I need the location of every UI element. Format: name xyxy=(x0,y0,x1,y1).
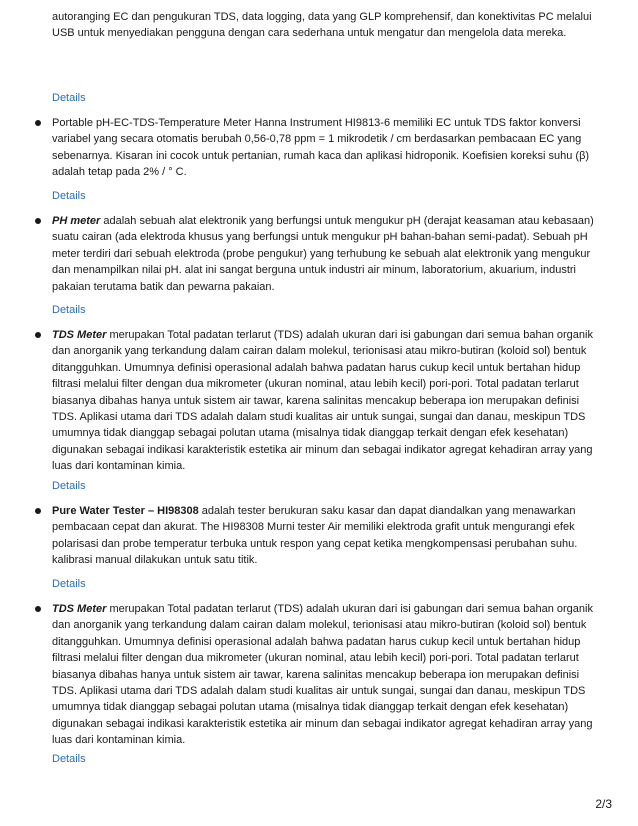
bullet-icon xyxy=(35,606,41,612)
bullet-icon xyxy=(35,218,41,224)
page-number: 2/3 xyxy=(595,797,612,811)
item-text: adalah sebuah alat elektronik yang berfungsi untuk mengukur pH (derajat keasaman atau kebasaan) suatu cairan (ada elektroda khusus yang berfungsi untuk mengukur pH bahan-bahan semi-padat). Sebuah pH meter terdiri dari sebuah elektroda (probe pengukur) yang terhubung ke sebuah alat elektronik yang mengukur dan menampilkan nilai pH. alat ini sangat berguna untuk industri air minum, laboratorium, akuarium, industri pakaian terutama batik dan pewarna pakaian. xyxy=(52,215,594,293)
list-item-hi9813 xyxy=(52,115,600,181)
item-lead: TDS Meter xyxy=(52,603,107,615)
list-item-tds-meter xyxy=(52,327,600,475)
item-text: Portable pH-EC-TDS-Temperature Meter Hanna Instrument HI9813-6 memiliki EC untuk TDS faktor konversi variabel yang secara otomatis berubah 0,56-0,78 ppm = 1 mikrodetik / cm berdasarkan pembacaan EC yang sebenarnya. Kisaran ini cocok untuk pertanian, rumah kaca dan aplikasi hidroponik. Koefisien koreksi suhu (β) adalah tetap pada 2% / ° C. xyxy=(52,117,590,179)
item-lead: PH meter xyxy=(52,215,101,227)
bullet-icon xyxy=(35,120,41,126)
item-lead: TDS Meter xyxy=(52,329,107,341)
details-link-ph-meter[interactable]: Details xyxy=(52,304,86,316)
intro-paragraph: autoranging EC dan pengukuran TDS, data logging, data yang GLP komprehensif, dan konektivitas PC melalui USB untuk menyediakan pengguna dengan cara sederhana untuk mengatur dan mengelola data mereka. xyxy=(52,11,592,40)
details-link-pure-water-tester[interactable]: Details xyxy=(52,578,86,590)
list-item-ph-meter xyxy=(52,213,600,295)
details-link-tds-meter-2[interactable]: Details xyxy=(52,753,86,765)
bullet-icon xyxy=(35,332,41,338)
details-link-hi9813[interactable]: Details xyxy=(52,190,86,202)
item-text: adalah tester berukuran saku kasar dan dapat diandalkan yang menawarkan pembacaan cepat dan akurat. The HI98308 Murni tester Air memiliki elektroda grafit untuk mengurangi efek polarisasi dan probe temperatur terbuka untuk respon yang cepat ketika mengkompensasi perubahan suhu. kalibrasi manual dilakukan untuk satu titik. xyxy=(52,505,578,567)
list-item-pure-water-tester xyxy=(52,503,600,569)
item-lead: Pure Water Tester – HI98308 xyxy=(52,505,199,517)
list-item-tds-meter-2 xyxy=(52,601,600,749)
details-link-intro[interactable]: Details xyxy=(52,92,86,104)
details-link-tds-meter[interactable]: Details xyxy=(52,480,86,492)
item-text: merupakan Total padatan terlarut (TDS) adalah ukuran dari isi gabungan dari semua bahan organik dan anorganik yang terkandung dalam cairan dalam molekul, terionisasi atau mikro-butiran (koloid sol) bentuk ditangguhkan. Umumnya definisi operasional adalah bahwa padatan harus cukup kecil untuk bertahan hidup filtrasi melalui filter dengan dua mikrometer (ukuran nominal, atau lebih kecil) pori-pori. Total padatan terlarut biasanya dibahas hanya untuk sistem air tawar, karena salinitas mencakup beberapa ion merupakan definisi TDS. Aplikasi utama dari TDS adalah dalam studi kualitas air untuk sungai, sungai dan danau, meskipun TDS umumnya tidak dianggap sebagai polutan utama (misalnya tidak dianggap terkait dengan efek kesehatan) digunakan sebagai indikasi karakteristik estetika air minum dan sebagai indikator agregat kehadiran array yang luas dari kontaminan kimia. xyxy=(52,329,593,473)
item-text: merupakan Total padatan terlarut (TDS) adalah ukuran dari isi gabungan dari semua bahan organik dan anorganik yang terkandung dalam cairan dalam molekul, terionisasi atau mikro-butiran (koloid sol) bentuk ditangguhkan. Umumnya definisi operasional adalah bahwa padatan harus cukup kecil untuk bertahan hidup filtrasi melalui filter dengan dua mikrometer (ukuran nominal, atau lebih kecil) pori-pori. Total padatan terlarut biasanya dibahas hanya untuk sistem air tawar, karena salinitas mencakup beberapa ion merupakan definisi TDS. Aplikasi utama dari TDS adalah dalam studi kualitas air untuk sungai, sungai dan danau, meskipun TDS umumnya tidak dianggap sebagai polutan utama (misalnya tidak dianggap terkait dengan efek kesehatan) digunakan sebagai indikasi karakteristik estetika air minum dan sebagai indikator agregat kehadiran array yang luas dari kontaminan kimia. xyxy=(52,603,593,747)
bullet-icon xyxy=(35,508,41,514)
